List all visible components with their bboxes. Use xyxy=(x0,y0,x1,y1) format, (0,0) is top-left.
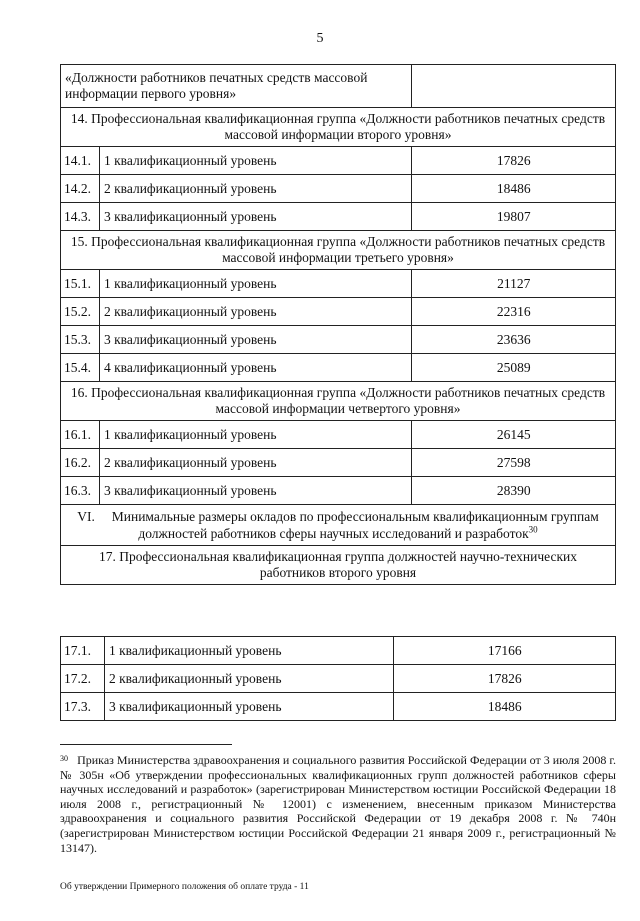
row-label: 2 квалификационный уровень xyxy=(99,298,411,326)
table-row xyxy=(61,477,616,505)
row-value: 22316 xyxy=(412,298,616,326)
table-row xyxy=(61,449,616,477)
row-number: 17.3. xyxy=(61,693,105,721)
table-row xyxy=(61,231,616,270)
row-label: 3 квалификационный уровень xyxy=(99,203,411,231)
row-label: 2 квалификационный уровень xyxy=(99,175,411,203)
footnote-divider xyxy=(60,744,232,745)
section-numeral: VI. xyxy=(77,509,95,524)
row-label: 3 квалификационный уровень xyxy=(99,326,411,354)
table-row xyxy=(61,326,616,354)
row-label: 1 квалификационный уровень xyxy=(99,421,411,449)
section-vi-heading xyxy=(61,505,616,546)
table-row xyxy=(61,637,616,665)
row-value: 18486 xyxy=(394,693,616,721)
row-value: 18486 xyxy=(412,175,616,203)
table-row xyxy=(61,175,616,203)
page-number: 5 xyxy=(316,31,324,46)
row-number: 14.1. xyxy=(61,147,100,175)
table-row xyxy=(61,382,616,421)
row-value: 28390 xyxy=(412,477,616,505)
row-number: 16.1. xyxy=(61,421,100,449)
row-label: 3 квалификационный уровень xyxy=(104,693,394,721)
footnote xyxy=(60,753,616,855)
row-label: 1 квалификационный уровень xyxy=(104,637,394,665)
row-number: 16.3. xyxy=(61,477,100,505)
table-row xyxy=(61,108,616,147)
footnote-text: Приказ Министерства здравоохранения и социального развития Российской Федерации от 3 июля 2008 г. № 305н «Об утверждении профессиональных квалификационных групп должностей работников сферы научных исследований и разработок» (зарегистрирован Министерством юстиции Российской Федерации 18 июля 2008 г., регистрационный № 12001) с изменением, внесенным приказом Министерства здравоохранения и социального развития Российской Федерации от 19 декабря 2008 г. № 740н (зарегистрирован Министерством юстиции Российской Федерации 21 января 2009 г., регистрационный № 13147). xyxy=(60,753,616,855)
empty-value-cell xyxy=(412,65,616,108)
group-heading-17: 17. Профессиональная квалификационная группа должностей научно-технических работников второго уровня xyxy=(61,546,616,585)
table-row xyxy=(61,505,616,546)
row-label: 4 квалификационный уровень xyxy=(99,354,411,382)
row-label: 1 квалификационный уровень xyxy=(99,147,411,175)
row-number: 15.3. xyxy=(61,326,100,354)
row-value: 19807 xyxy=(412,203,616,231)
row-label: 1 квалификационный уровень xyxy=(99,270,411,298)
group-heading-14: 14. Профессиональная квалификационная группа «Должности работников печатных средств массовой информации второго уровня» xyxy=(61,108,616,147)
row-label: 3 квалификационный уровень xyxy=(99,477,411,505)
row-value: 27598 xyxy=(412,449,616,477)
group-heading-16: 16. Профессиональная квалификационная группа «Должности работников печатных средств массовой информации четвертого уровня» xyxy=(61,382,616,421)
row-value: 23636 xyxy=(412,326,616,354)
row-value: 17166 xyxy=(394,637,616,665)
row-label: 2 квалификационный уровень xyxy=(104,665,394,693)
footnote-reference[interactable]: 30 xyxy=(528,524,538,535)
section-title: Минимальные размеры окладов по профессиональным квалификационным группам должностей работников сферы научных исследований и разработок xyxy=(111,509,599,541)
table-row xyxy=(61,298,616,326)
row-number: 14.2. xyxy=(61,175,100,203)
table-row xyxy=(61,270,616,298)
group-heading-15: 15. Профессиональная квалификационная группа «Должности работников печатных средств массовой информации третьего уровня» xyxy=(61,231,616,270)
row-value: 21127 xyxy=(412,270,616,298)
row-number: 16.2. xyxy=(61,449,100,477)
row-number: 14.3. xyxy=(61,203,100,231)
row-label: 2 квалификационный уровень xyxy=(99,449,411,477)
row-value: 17826 xyxy=(394,665,616,693)
table-row xyxy=(61,354,616,382)
row-number: 17.1. xyxy=(61,637,105,665)
row-number: 15.4. xyxy=(61,354,100,382)
salary-table-main xyxy=(60,64,616,585)
footnote-marker: 30 xyxy=(60,754,68,763)
table-row xyxy=(61,65,616,108)
row-number: 15.2. xyxy=(61,298,100,326)
table-row xyxy=(61,203,616,231)
table-row xyxy=(61,665,616,693)
table-row xyxy=(61,693,616,721)
row-number: 15.1. xyxy=(61,270,100,298)
salary-table-group17 xyxy=(60,636,616,721)
row-value: 17826 xyxy=(412,147,616,175)
table-row xyxy=(61,546,616,585)
row-value: 26145 xyxy=(412,421,616,449)
table-row xyxy=(61,421,616,449)
page-footer: Об утверждении Примерного положения об оплате труда - 11 xyxy=(60,882,309,892)
row-value: 25089 xyxy=(412,354,616,382)
continued-group-title: «Должности работников печатных средств массовой информации первого уровня» xyxy=(61,65,412,108)
row-number: 17.2. xyxy=(61,665,105,693)
table-row xyxy=(61,147,616,175)
